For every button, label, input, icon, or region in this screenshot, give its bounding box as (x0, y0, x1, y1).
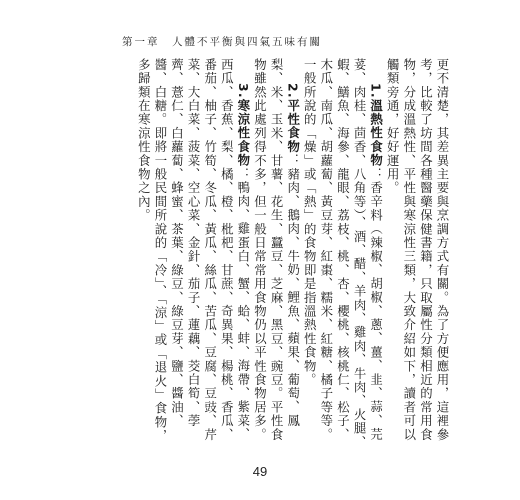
paragraph-intro (384, 58, 450, 450)
paragraph-cool-foods (135, 58, 251, 450)
paragraph-neutral-foods (251, 58, 301, 450)
section-heading: 1.溫熱性食物 (368, 82, 384, 168)
paragraph-warm-foods (301, 58, 384, 450)
section-heading: 2.平性食物 (285, 82, 301, 154)
section-heading: 3.寒涼性食物 (235, 82, 251, 168)
paragraph-text: 更不清楚，其差異主要與烹調方式有關。為了方便應用，這裡參考，比較了坊間各種醫藥保健書籍，只取屬性分類相近的常用食物，分成溫熱性、平性與寒涼性三類，大致介紹如下，讀者可以觸類旁通，好好運用。 (385, 58, 450, 442)
page-number: 49 (252, 464, 268, 479)
paragraph-text: ：香辛料（辣椒、胡椒、蔥、薑、韭、蒜、芫荽、肉桂、茴香、八角等）、酒、醋、羊肉、雞肉、牛肉、火腿、蝦、鱔魚、海參、龍眼、荔枝、桃、杏、櫻桃、核桃仁、松子、木瓜、南瓜、胡蘿蔔、黃豆芽、紅棗、糯米、紅糖、橘子等等。一般所說的「燥」或「熱」的食物即是指溫熱性食物。 (302, 58, 384, 450)
body-text (88, 58, 450, 450)
paragraph-text: ：鴨肉、雞蛋白、蟹、蛤、蚌、海帶、紫菜、西瓜、香蕉、梨、橘、橙、枇杷、甘蔗、奇異果、楊桃、香瓜、番茄、柚子、竹筍、冬瓜、黃瓜、絲瓜、苦瓜、豆腐、豆豉、芹菜、大白菜、菠菜、空心菜、金針、茄子、蓮藕、茭白筍、荸薺、薏仁、白蘿蔔、蜂蜜、茶葉、綠豆、綠豆芽、鹽、醬油、醬、白糖。即將一般民間所說的「冷」、「涼」或「退火」食物，多歸類在寒涼性食物之內。 (136, 58, 251, 443)
paragraph-text: ：豬肉、鵝肉、牛奶、鯉魚、蘋果、葡萄、鳳梨、米、玉米、甘薯、花生、蠶豆、芝麻、黑豆、豌豆。平性食物雖然此處列得不多，但一般日常常用食物仍以平性食物居多。 (252, 58, 301, 442)
running-head: 第一章 人體不平衡與四氣五味有關 (122, 36, 322, 48)
